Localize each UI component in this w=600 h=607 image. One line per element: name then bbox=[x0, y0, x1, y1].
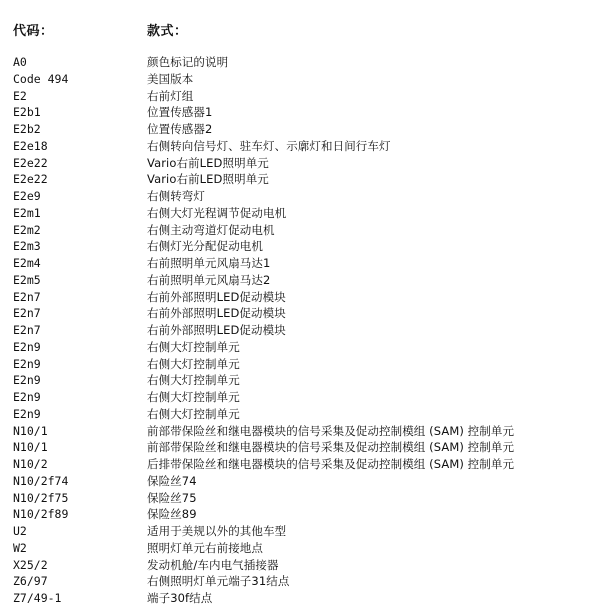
style-column-heading: 款式： bbox=[147, 24, 188, 39]
list-item bbox=[13, 372, 593, 389]
list-item bbox=[13, 188, 593, 205]
component-code: E2n7 bbox=[13, 289, 41, 304]
component-code: E2n9 bbox=[13, 373, 41, 388]
list-item bbox=[13, 205, 593, 222]
list-item bbox=[13, 255, 593, 272]
component-code: N10/1 bbox=[13, 440, 48, 455]
component-code: E2n7 bbox=[13, 323, 41, 337]
component-description: 后排带保险丝和继电器模块的信号采集及促动控制模组 (SAM) 控制单元 bbox=[147, 457, 515, 471]
component-description: 右侧灯光分配促动电机 bbox=[147, 239, 263, 254]
component-code: A0 bbox=[13, 55, 27, 69]
list-item bbox=[13, 289, 593, 306]
component-description: 端子30f结点 bbox=[147, 591, 213, 605]
component-code: X25/2 bbox=[13, 557, 48, 572]
component-description: 发动机舱/车内电气插接器 bbox=[147, 557, 279, 572]
component-description: 前部带保险丝和继电器模块的信号采集及促动控制模组 (SAM) 控制单元 bbox=[147, 423, 515, 438]
list-item bbox=[13, 88, 593, 105]
component-code: N10/2f74 bbox=[13, 473, 69, 488]
table-header bbox=[13, 22, 573, 42]
component-code: Code 494 bbox=[13, 71, 69, 86]
legend-list bbox=[13, 54, 593, 607]
component-code: N10/2f89 bbox=[13, 507, 69, 522]
component-description: Vario右前LED照明单元 bbox=[147, 172, 269, 187]
component-code: E2e22 bbox=[13, 155, 48, 170]
component-description: 右前灯组 bbox=[147, 88, 194, 103]
component-code: E2m1 bbox=[13, 205, 41, 220]
component-code: N10/2f75 bbox=[13, 490, 69, 505]
component-description: 右前照明单元风扇马达1 bbox=[147, 256, 271, 270]
component-code: E2b2 bbox=[13, 122, 41, 136]
list-item bbox=[13, 322, 593, 339]
component-description: 右侧大灯光程调节促动电机 bbox=[147, 205, 287, 220]
list-item bbox=[13, 557, 593, 574]
component-description: 右侧照明灯单元端子31结点 bbox=[147, 574, 290, 589]
component-description: 右侧大灯控制单元 bbox=[147, 356, 240, 371]
component-description: 右前照明单元风扇马达2 bbox=[147, 272, 271, 287]
code-column-heading: 代码： bbox=[13, 24, 54, 39]
component-code: E2m3 bbox=[13, 239, 41, 254]
component-description: 保险丝89 bbox=[147, 507, 197, 522]
list-item bbox=[13, 339, 593, 356]
component-code: E2 bbox=[13, 88, 27, 103]
component-code: E2e22 bbox=[13, 172, 48, 187]
component-description: 右侧大灯控制单元 bbox=[147, 390, 240, 404]
component-description: 右侧转向信号灯、驻车灯、示廓灯和日间行车灯 bbox=[147, 138, 391, 153]
list-item bbox=[13, 305, 593, 322]
list-item bbox=[13, 573, 593, 590]
list-item bbox=[13, 490, 593, 507]
component-description: 照明灯单元右前接地点 bbox=[147, 540, 263, 555]
list-item bbox=[13, 138, 593, 155]
component-description: 右侧转弯灯 bbox=[147, 189, 205, 203]
component-description: 右侧大灯控制单元 bbox=[147, 406, 240, 421]
list-item bbox=[13, 506, 593, 523]
component-code: E2n9 bbox=[13, 339, 41, 354]
list-item bbox=[13, 439, 593, 456]
list-item bbox=[13, 104, 593, 121]
component-description: 右侧大灯控制单元 bbox=[147, 373, 240, 388]
component-description: Vario右前LED照明单元 bbox=[147, 155, 269, 170]
component-code: E2m2 bbox=[13, 222, 41, 237]
list-item bbox=[13, 523, 593, 540]
component-code: E2n9 bbox=[13, 356, 41, 371]
component-code: E2n9 bbox=[13, 406, 41, 421]
component-description: 保险丝75 bbox=[147, 490, 197, 505]
list-item bbox=[13, 272, 593, 289]
list-item bbox=[13, 456, 593, 473]
list-item bbox=[13, 356, 593, 373]
list-item bbox=[13, 473, 593, 490]
component-description: 右侧大灯控制单元 bbox=[147, 339, 240, 354]
component-description: 前部带保险丝和继电器模块的信号采集及促动控制模组 (SAM) 控制单元 bbox=[147, 440, 515, 455]
list-item bbox=[13, 54, 593, 71]
component-description: 右前外部照明LED促动模块 bbox=[147, 289, 286, 304]
list-item bbox=[13, 590, 593, 607]
component-description: 位置传感器1 bbox=[147, 105, 213, 120]
component-description: 右侧主动弯道灯促动电机 bbox=[147, 222, 275, 237]
component-code: N10/1 bbox=[13, 423, 48, 438]
component-code: E2b1 bbox=[13, 105, 41, 120]
component-code: N10/2 bbox=[13, 457, 48, 471]
component-code: E2e9 bbox=[13, 189, 41, 203]
component-description: 右前外部照明LED促动模块 bbox=[147, 306, 286, 321]
list-item bbox=[13, 121, 593, 138]
list-item bbox=[13, 171, 593, 188]
component-description: 位置传感器2 bbox=[147, 122, 213, 136]
component-code: U2 bbox=[13, 524, 27, 538]
component-code: W2 bbox=[13, 540, 27, 555]
component-code: Z6/97 bbox=[13, 574, 48, 589]
list-item bbox=[13, 423, 593, 440]
component-code: E2e18 bbox=[13, 138, 48, 153]
list-item bbox=[13, 238, 593, 255]
list-item bbox=[13, 389, 593, 406]
component-description: 保险丝74 bbox=[147, 473, 197, 488]
list-item bbox=[13, 540, 593, 557]
component-code: Z7/49-1 bbox=[13, 591, 62, 605]
list-item bbox=[13, 71, 593, 88]
component-code: E2n9 bbox=[13, 390, 41, 404]
component-code: E2n7 bbox=[13, 306, 41, 321]
component-description: 适用于美规以外的其他车型 bbox=[147, 524, 287, 538]
component-description: 美国版本 bbox=[147, 71, 194, 86]
component-description: 颜色标记的说明 bbox=[147, 55, 229, 69]
component-code: E2m4 bbox=[13, 256, 41, 270]
component-description: 右前外部照明LED促动模块 bbox=[147, 323, 286, 337]
list-item bbox=[13, 155, 593, 172]
list-item bbox=[13, 222, 593, 239]
list-item bbox=[13, 406, 593, 423]
component-code: E2m5 bbox=[13, 272, 41, 287]
